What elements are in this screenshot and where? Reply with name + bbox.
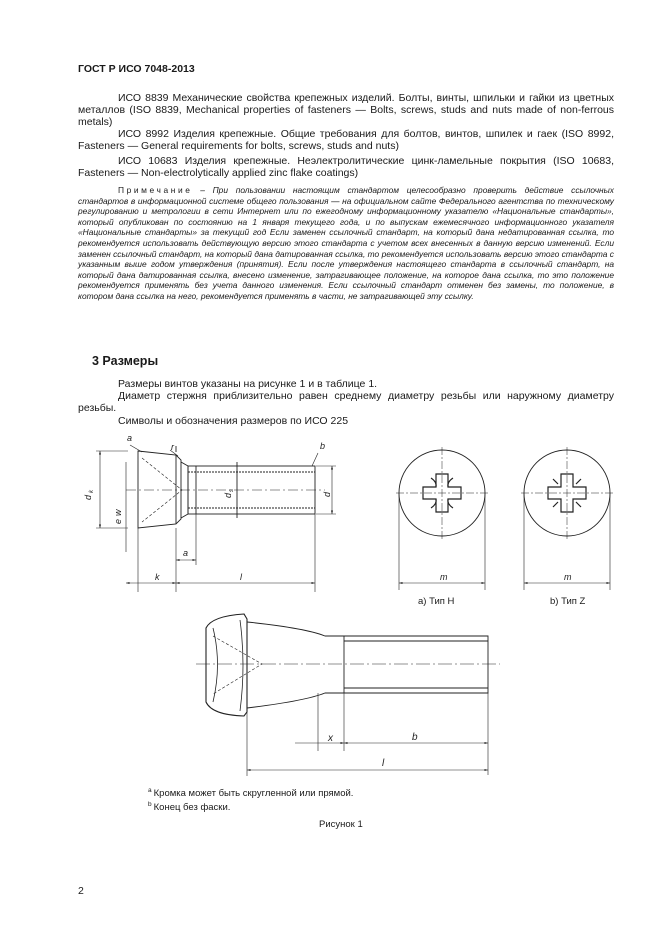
- paragraph-text: Размеры винтов указаны на рисунке 1 и в таблице 1.: [118, 378, 378, 390]
- label-x: x: [328, 733, 333, 744]
- footnote-text: Конец без фаски.: [153, 802, 231, 813]
- label-w: w: [113, 509, 123, 516]
- label-b-side: b: [320, 441, 326, 451]
- label-k: k: [155, 572, 160, 582]
- page-number: 2: [78, 885, 84, 897]
- reference-text: ИСО 8992 Изделия крепежные. Общие требования для болтов, винтов, шпилек и гаек (ISO 8992, Fasteners — General requirements for bolts, screws, studs and nuts): [78, 128, 614, 153]
- paragraph-text: Символы и обозначения размеров по ИСО 225: [118, 415, 349, 427]
- label-b-length: b: [412, 732, 418, 743]
- note-block: Примечание – При пользовании настоящим стандартом целесообразно проверить действие ссылочных стандартов в информационной системе общего пользования — на официальном сайте Федерального агентства по техническому регулированию и метрологии в сети Интернет или по ежегодному информационному указателю «Национальные стандарты», который опубликован по состоянию на 1 января текущего года, и по выпускам ежемесячного информационного указателя «Национальные стандарты» за текущий год Если заменен ссылочный стандарт, на который дана недатированная ссылка, то рекомендуется использовать действующую версию этого стандарта с учетом всех внесенных в данную версию изменений. Если заменен ссылочный стандарт, на который дана датированная ссылка, то рекомендуется использовать версию этого стандарта с указанным выше годом утверждения (принятия). Если после утверждения настоящего стандарта в ссылочный стандарт, на который дана датированная ссылка, внесено изменение, затрагивающее положение, на которое дана ссылка, то это положение рекомендуется применять без учета данного изменения. Если ссылочный стандарт отменен без замены, то положение, в котором дана ссылка на него, рекомендуется применять в части, не затрагивающей эту ссылку.: [78, 185, 614, 301]
- label-ds-sub: s: [229, 489, 235, 492]
- footnote-b: [148, 801, 230, 813]
- label-dk: d: [83, 494, 93, 500]
- label-e: e: [113, 518, 123, 524]
- note-label: Примечание: [118, 185, 193, 195]
- footnote-text: Кромка может быть скругленной или прямой.: [153, 788, 354, 799]
- screw-side-view: [96, 445, 336, 592]
- note-text: При пользовании настоящим стандартом целесообразно проверить действие ссылочных стандартов в информационной системе общего пользования — на официальном сайте Федерального агентства по техническому регулированию и метрологии в сети Интернет или по ежегодному информационному указателю «Национальные стандарты», который опубликован по состоянию на 1 января текущего года, и по выпускам ежемесячного информационного указателя «Национальные стандарты» за текущий год Если заменен ссылочный стандарт, на который дана недатированная ссылка, то рекомендуется использовать действующую версию этого стандарта с учетом всех внесенных в данную версию изменений. Если заменен ссылочный стандарт, на который дана датированная ссылка, то рекомендуется использовать версию этого стандарта с указанным выше годом утверждения (принятия). Если после утверждения настоящего стандарта в ссылочный стандарт, на который дана датированная ссылка, внесено изменение, затрагивающее положение, на которое дана ссылка, то это положение рекомендуется применять без учета данного изменения. Если ссылочный стандарт отменен без замены, то положение, в котором дана ссылка на него, рекомендуется применять в части, не затрагивающей эту ссылку.: [78, 185, 614, 301]
- screw-front-view: [196, 614, 500, 776]
- footnote-mark: a: [148, 787, 152, 794]
- label-dk-sub: k: [89, 490, 95, 493]
- caption-type-h: а) Тип H: [418, 596, 455, 607]
- label-d: d: [322, 491, 332, 497]
- reference-text: ИСО 10683 Изделия крепежные. Неэлектролитические цинк-ламельные покрытия (ISO 10683, Fasteners — Non-electrolytically applied zinc flake coatings): [78, 155, 614, 180]
- footnote-a: [148, 787, 353, 799]
- reference-text: ИСО 8839 Механические свойства крепежных изделий. Болты, винты, шпильки и гайки из цветных металлов (ISO 8839, Mechanical properties of fasteners — Bolts, screws, studs and nuts made of non-ferrous metals): [78, 92, 614, 129]
- recess-type-z-view: [521, 447, 613, 590]
- label-a-dim: a: [183, 548, 189, 558]
- document-header: ГОСТ Р ИСО 7048-2013: [78, 63, 195, 75]
- label-ds: d: [223, 492, 233, 498]
- caption-type-z: b) Тип Z: [550, 596, 586, 607]
- label-a-side: a: [127, 433, 133, 443]
- label-l-length: l: [382, 758, 385, 769]
- section-title: 3 Размеры: [92, 354, 159, 368]
- recess-type-h-view: [396, 447, 488, 590]
- label-m-z: m: [564, 572, 572, 582]
- footnote-mark: b: [148, 801, 152, 808]
- label-l-side: l: [240, 572, 242, 582]
- paragraph-text: Диаметр стержня приблизительно равен среднему диаметру резьбы или наружному диаметру резьбы.: [78, 390, 614, 415]
- label-r-side: r: [171, 442, 174, 452]
- label-m-h: m: [440, 572, 448, 582]
- figure-title: Рисунок 1: [319, 819, 363, 830]
